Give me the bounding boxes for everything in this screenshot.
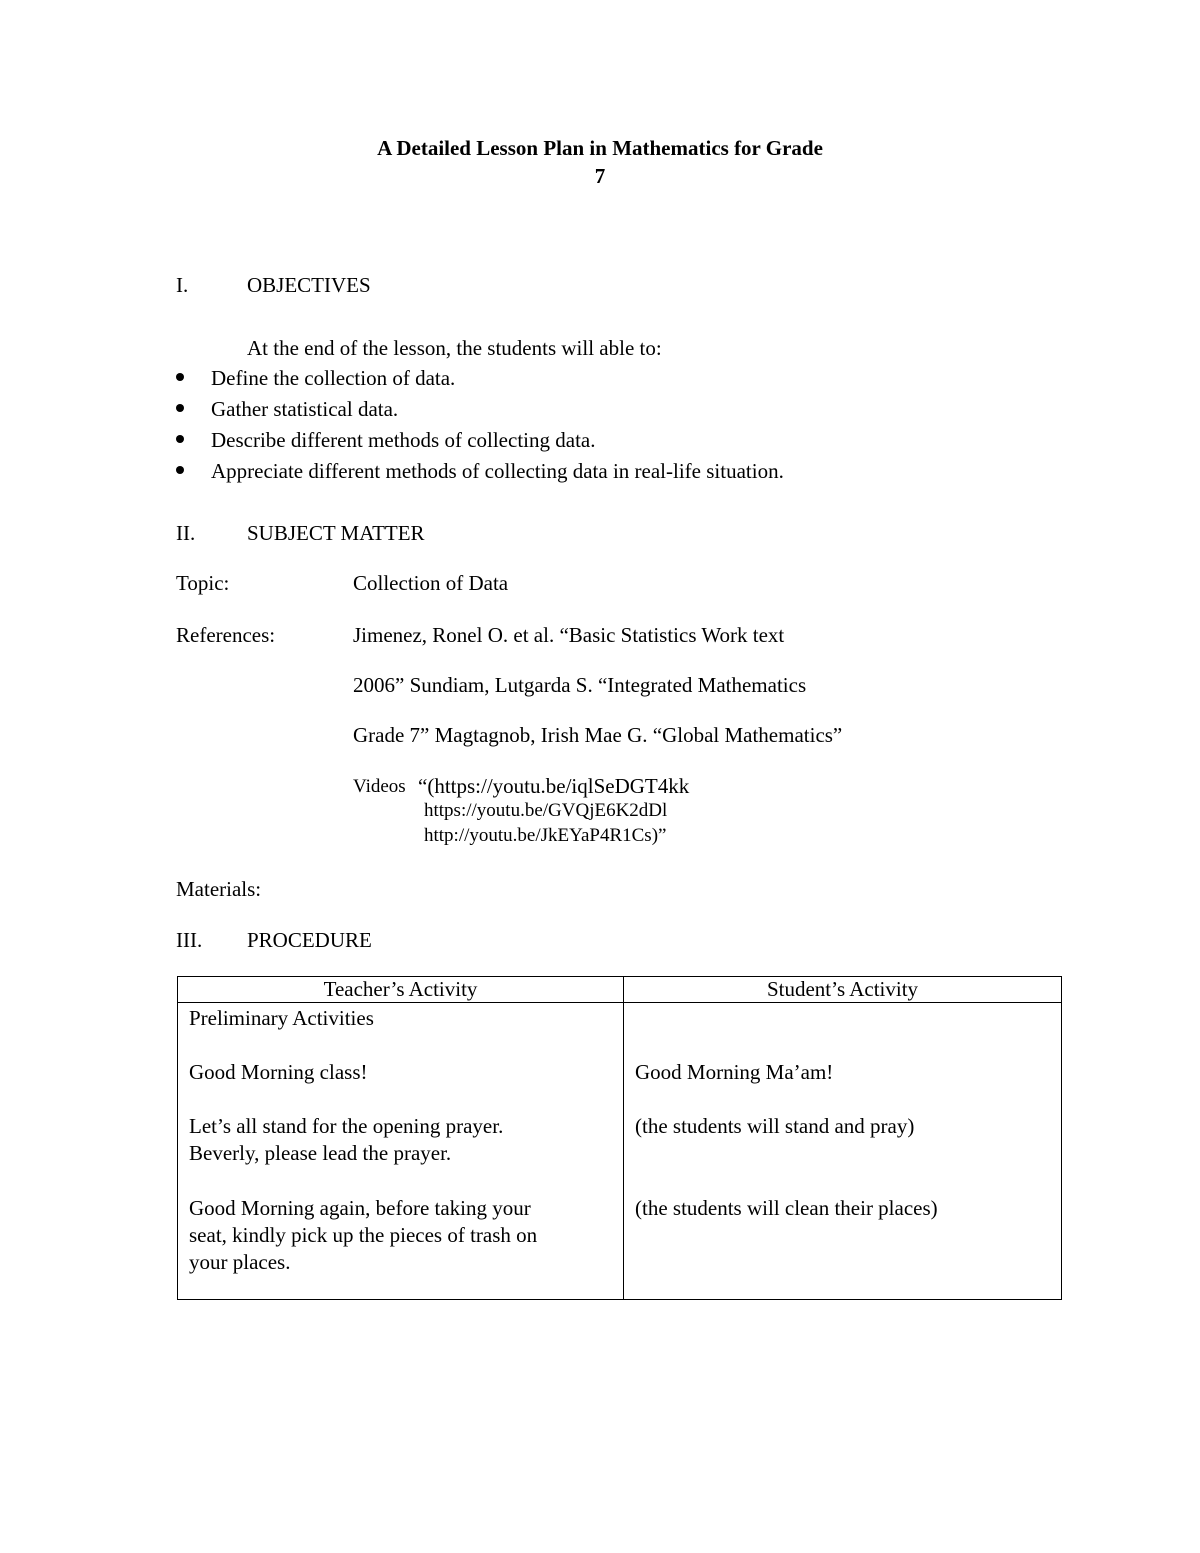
bullet-icon [176, 373, 184, 381]
table-header-row [178, 977, 1062, 1003]
teacher-activity-header: Teacher’s Activity [178, 977, 624, 1003]
student-activity-header: Student’s Activity [624, 977, 1062, 1003]
teacher-line: Good Morning class! [189, 1060, 368, 1085]
video-link: http://youtu.be/JkEYaP4R1Cs)” [424, 825, 667, 846]
bullet-icon [176, 435, 184, 443]
student-activity-cell [624, 1003, 1062, 1300]
teacher-line: Let’s all stand for the opening prayer. [189, 1114, 504, 1139]
subject-matter-heading: SUBJECT MATTER [247, 521, 425, 545]
objective-item: Appreciate different methods of collecting data in real-life situation. [211, 459, 784, 483]
topic-label: Topic: [176, 571, 230, 595]
objective-item: Gather statistical data. [211, 397, 399, 421]
topic-value: Collection of Data [353, 571, 509, 595]
teacher-line: your places. [189, 1250, 291, 1275]
objectives-intro: At the end of the lesson, the students will able to: [247, 336, 662, 360]
reference-line: Jimenez, Ronel O. et al. “Basic Statistics Work text [353, 623, 785, 647]
reference-line: Grade 7” Magtagnob, Irish Mae G. “Global Mathematics” [353, 723, 843, 747]
teacher-line: Preliminary Activities [189, 1006, 374, 1031]
teacher-line: Beverly, please lead the prayer. [189, 1141, 452, 1166]
student-line: (the students will stand and pray) [635, 1114, 915, 1139]
procedure-table [177, 976, 1062, 1300]
objective-item: Define the collection of data. [211, 366, 456, 390]
document-title: A Detailed Lesson Plan in Mathematics for Grade [377, 136, 823, 160]
materials-label: Materials: [176, 877, 262, 901]
table-row [178, 1003, 1062, 1300]
references-label: References: [176, 623, 276, 647]
videos-label: Videos [353, 776, 406, 797]
teacher-line: Good Morning again, before taking your [189, 1196, 531, 1221]
procedure-numeral: III. [176, 928, 203, 952]
video-link: “(https://youtu.be/iqlSeDGT4kk [418, 774, 690, 798]
document-title-grade: 7 [594, 164, 606, 188]
teacher-activity-cell [178, 1003, 624, 1300]
bullet-icon [176, 466, 184, 474]
objective-item: Describe different methods of collecting data. [211, 428, 596, 452]
student-line: Good Morning Ma’am! [635, 1060, 834, 1085]
objectives-numeral: I. [176, 273, 189, 297]
teacher-line: seat, kindly pick up the pieces of trash on [189, 1223, 538, 1248]
student-line: (the students will clean their places) [635, 1196, 938, 1221]
reference-line: 2006” Sundiam, Lutgarda S. “Integrated Mathematics [353, 673, 807, 697]
bullet-icon [176, 404, 184, 412]
objectives-heading: OBJECTIVES [247, 273, 371, 297]
video-link: https://youtu.be/GVQjE6K2dDl [424, 800, 668, 821]
procedure-heading: PROCEDURE [247, 928, 372, 952]
subject-matter-numeral: II. [176, 521, 196, 545]
